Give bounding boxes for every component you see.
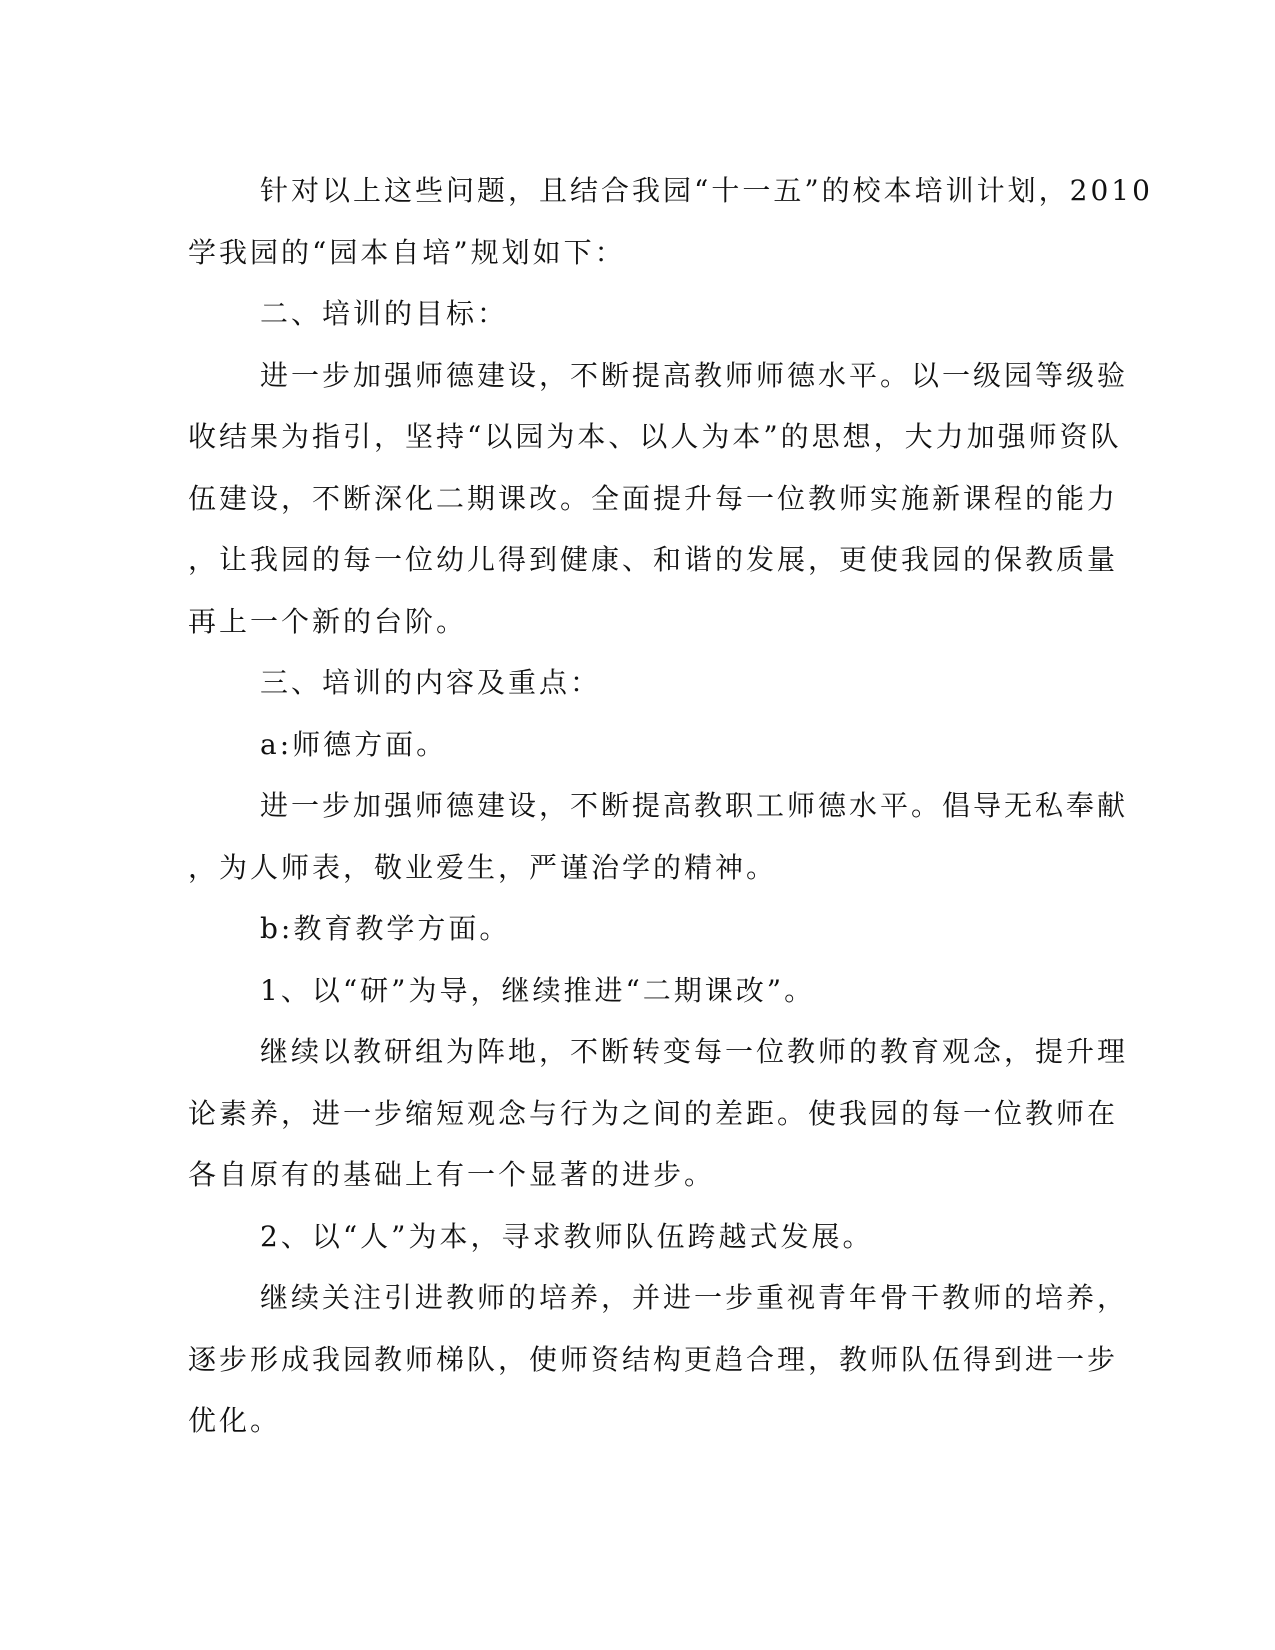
text-line: 继续以教研组为阵地，不断转变每一位教师的教育观念，提升理 [260,1035,1129,1068]
paragraph-research [188,1021,1129,1206]
text-line: 优化。 [188,1404,282,1437]
text-line: ，为人师表，敬业爱生，严谨治学的精神。 [188,850,778,884]
text-line: b:教育教学方面。 [260,912,511,945]
text-line: 二、培训的目标： [260,297,509,330]
item-people [188,1206,1068,1268]
paragraph-context [188,160,1153,283]
text-line: 继续关注引进教师的培养，并进一步重视青年骨干教师的培养， [260,1281,1129,1314]
text-line: 伍建设，不断深化二期课改。全面提升每一位教师实施新课程的能力 [188,481,1119,515]
text-line: ，让我园的每一位幼儿得到健康、和谐的发展，更使我园的保教质量 [188,543,1119,576]
paragraph-people [188,1267,1129,1452]
section-heading-goals [188,283,1068,345]
text-line: 三、培训的内容及重点： [260,666,602,699]
section-heading-content [188,652,1068,714]
text-line: 收结果为指引，坚持“以园为本、以人为本”的思想，大力加强师资队 [188,420,1122,453]
paragraph-ethics [188,775,1129,898]
text-line: a:师德方面。 [260,727,448,761]
text-line: 各自原有的基础上有一个显著的进步。 [188,1158,716,1191]
text-line: 学我园的“园本自培”规划如下： [188,235,626,269]
item-research [188,960,1068,1022]
text-line: 2、以“人”为本，寻求教师队伍跨越式发展。 [260,1219,874,1253]
text-line: 论素养，进一步缩短观念与行为之间的差距。使我园的每一位教师在 [188,1096,1119,1130]
text-line: 逐步形成我园教师梯队，使师资结构更趋合理，教师队伍得到进一步 [188,1342,1119,1376]
text-line: 进一步加强师德建设，不断提高教职工师德水平。倡导无私奉献 [260,789,1129,822]
text-line: 1、以“研”为导，继续推进“二期课改”。 [260,973,816,1007]
subheading-ethics [188,714,1068,776]
text-line: 再上一个新的台阶。 [188,604,468,638]
text-line: 针对以上这些问题，且结合我园“十一五”的校本培训计划，2010 [260,174,1153,207]
text-line: 进一步加强师德建设，不断提高教师师德水平。以一级园等级验 [260,358,1129,392]
subheading-teaching [188,898,1068,960]
paragraph-goals [188,345,1129,653]
document-body [188,160,1153,1452]
